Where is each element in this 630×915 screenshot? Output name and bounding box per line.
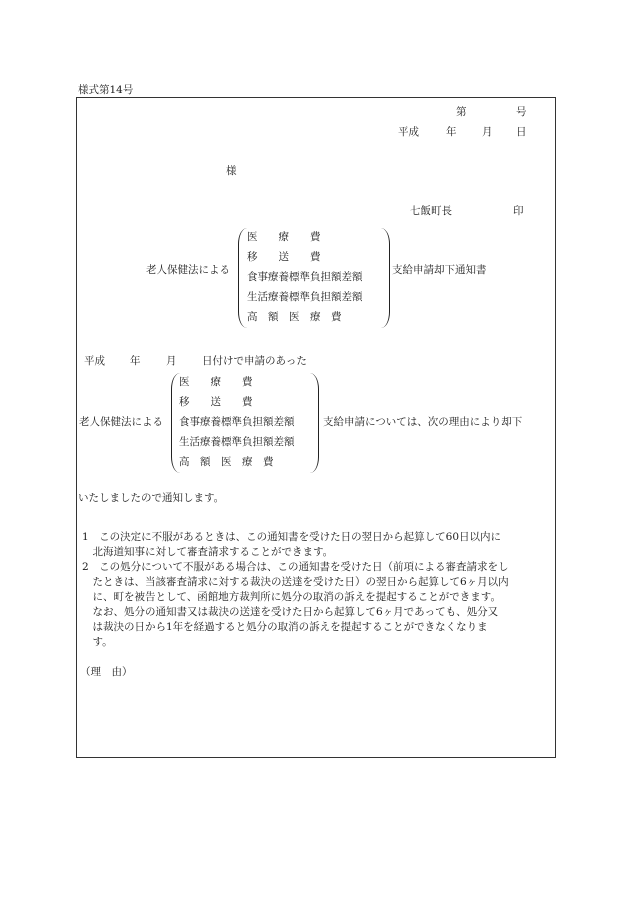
title-item: 高 額 医 療 費: [247, 311, 342, 323]
body-suffix: 支給申請については、次の理由により却下: [323, 416, 523, 428]
date-era: 平成: [398, 126, 419, 138]
body-date-era: 平成: [84, 355, 105, 367]
addressee-suffix: 様: [226, 165, 237, 177]
body-date-tail: 日付けで申請のあった: [202, 355, 307, 367]
note-1-line: 北海道知事に対して審査請求することができます。: [82, 546, 334, 558]
reason-label: （理 由）: [80, 666, 133, 678]
body-date-year: 年: [130, 355, 141, 367]
number-go: 号: [516, 106, 527, 118]
note-2-line: 2 この処分について不服がある場合は、この通知書を受けた日（前項による審査請求をし: [82, 561, 509, 573]
date-day: 日: [516, 126, 527, 138]
date-year: 年: [446, 126, 457, 138]
form-number: 様式第14号: [78, 84, 134, 96]
title-item: 医 療 費: [247, 231, 321, 243]
body-date-month: 月: [166, 355, 177, 367]
body-item: 高 額 医 療 費: [179, 456, 274, 468]
number-dai: 第: [456, 106, 467, 118]
note-1-line: 1 この決定に不服があるときは、この通知書を受けた日の翌日から起算して60日以内に: [82, 531, 502, 543]
title-item: 生活療養標準負担額差額: [247, 291, 363, 303]
closing-sentence: いたしましたので通知します。: [78, 492, 225, 504]
body-item: 生活療養標準負担額差額: [179, 436, 295, 448]
title-item: 食事療養標準負担額差額: [247, 271, 363, 283]
title-suffix: 支給申請却下通知書: [392, 264, 487, 276]
issuer-name: 七飯町長: [410, 205, 452, 217]
body-item: 医 療 費: [179, 376, 253, 388]
body-prefix: 老人保健法による: [79, 416, 163, 428]
title-item: 移 送 費: [247, 251, 321, 263]
note-2-line: たときは、当該審査請求に対する裁決の送達を受けた日）の翌日から起算して6ヶ月以内: [82, 576, 509, 588]
body-item: 移 送 費: [179, 396, 253, 408]
note-2-line: す。: [82, 636, 113, 648]
body-item: 食事療養標準負担額差額: [179, 416, 295, 428]
note-2-line: なお、処分の通知書又は裁決の送達を受けた日から起算して6ヶ月であっても、処分又: [82, 606, 499, 618]
date-month: 月: [482, 126, 493, 138]
seal-mark: 印: [513, 205, 524, 217]
note-2-line: に、町を被告として、函館地方裁判所に処分の取消の訴えを提起することができます。: [82, 591, 501, 603]
title-prefix: 老人保健法による: [146, 264, 230, 276]
note-2-line: は裁決の日から1年を経過すると処分の取消の訴えを提起することができなくなりま: [82, 621, 488, 633]
